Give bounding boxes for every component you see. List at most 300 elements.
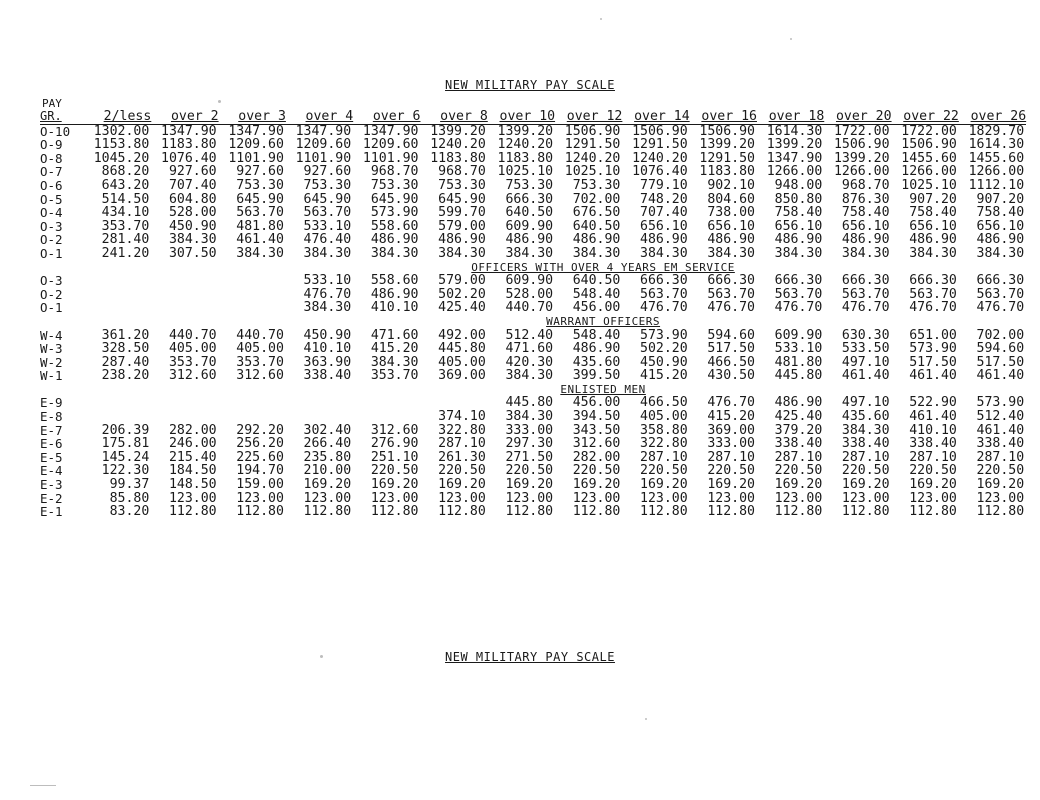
pay-value: 666.30 xyxy=(841,273,890,289)
pay-value: 486.90 xyxy=(572,341,621,357)
pay-value: 405.00 xyxy=(438,354,486,370)
pay-grade-header: GR. xyxy=(40,109,62,123)
pay-value: 145.24 xyxy=(101,449,150,465)
pay-grade: W-2 xyxy=(40,354,63,370)
table-row xyxy=(40,437,1026,451)
pay-value: 1614.30 xyxy=(757,124,824,138)
pay-value: 563.70 xyxy=(640,286,688,302)
pay-grade: E-9 xyxy=(40,395,63,411)
pay-value: 85.80 xyxy=(109,490,150,506)
pay-value xyxy=(219,410,286,424)
column-header: over 26 xyxy=(970,109,1027,124)
pay-value: 440.70 xyxy=(168,327,217,343)
column-header: over 2 xyxy=(170,109,219,124)
pay-value: 476.70 xyxy=(707,300,755,316)
pay-value: 1266.00 xyxy=(968,164,1025,180)
pay-value: 220.50 xyxy=(438,463,486,479)
pay-grade: E-7 xyxy=(40,422,63,438)
column-header: over 16 xyxy=(701,109,757,124)
column-header: over 14 xyxy=(634,109,690,124)
pay-grade: E-2 xyxy=(40,490,63,506)
pay-value: 563.70 xyxy=(909,286,957,302)
table-row xyxy=(40,369,1026,383)
pay-value: 307.50 xyxy=(168,245,217,261)
pay-value: 1455.60 xyxy=(968,150,1025,166)
pay-value: 287.10 xyxy=(976,449,1025,465)
pay-value: 461.40 xyxy=(976,368,1025,384)
pay-value: 907.20 xyxy=(909,191,957,207)
pay-value: 251.10 xyxy=(370,449,419,465)
pay-value: 666.30 xyxy=(707,273,755,289)
pay-value: 522.90 xyxy=(909,395,957,411)
pay-value: 123.00 xyxy=(168,490,217,506)
pay-value: 1101.90 xyxy=(228,150,284,166)
pay-value: 609.90 xyxy=(774,327,823,343)
pay-value: 486.90 xyxy=(976,232,1025,248)
pay-value: 645.90 xyxy=(370,191,419,207)
pay-value: 1506.90 xyxy=(690,124,757,138)
pay-value: 579.00 xyxy=(438,218,486,234)
pay-value xyxy=(151,301,218,315)
pay-value: 1829.70 xyxy=(959,124,1026,138)
pay-grade: O-3 xyxy=(40,218,63,234)
pay-value: 384.30 xyxy=(841,422,890,438)
section-title-cell xyxy=(40,383,1026,397)
pay-value xyxy=(84,396,151,410)
pay-value: 256.20 xyxy=(236,436,284,452)
pay-value: 210.00 xyxy=(303,463,352,479)
pay-value: 594.60 xyxy=(707,327,755,343)
pay-value: 353.70 xyxy=(168,354,217,370)
pay-value: 169.20 xyxy=(707,477,755,493)
pay-value: 430.50 xyxy=(707,368,755,384)
pay-value: 548.40 xyxy=(572,286,621,302)
pay-value: 481.80 xyxy=(774,354,823,370)
scan-speck xyxy=(600,18,602,20)
pay-value: 271.50 xyxy=(505,449,554,465)
page-title: NEW MILITARY PAY SCALE xyxy=(445,78,615,92)
pay-value: 287.40 xyxy=(101,354,150,370)
pay-value: 338.40 xyxy=(976,436,1025,452)
pay-value: 343.50 xyxy=(572,422,621,438)
pay-table xyxy=(40,110,1026,519)
pay-value: 1025.10 xyxy=(564,164,621,180)
pay-value: 573.90 xyxy=(976,395,1025,411)
pay-value xyxy=(219,301,286,315)
pay-grade: O-3 xyxy=(40,273,63,289)
pay-value: 1347.90 xyxy=(151,124,218,138)
pay-value: 287.10 xyxy=(909,449,957,465)
pay-value: 1399.20 xyxy=(766,137,823,153)
pay-value: 753.30 xyxy=(236,177,284,193)
pay-value: 112.80 xyxy=(976,504,1025,520)
pay-value: 415.20 xyxy=(707,409,755,425)
pay-value: 1240.20 xyxy=(430,137,486,153)
table-row xyxy=(40,478,1026,492)
pay-value: 1291.50 xyxy=(632,137,688,153)
pay-value: 1506.90 xyxy=(901,137,957,153)
pay-value: 1209.60 xyxy=(295,137,352,153)
scan-speck xyxy=(30,785,56,786)
pay-value: 579.00 xyxy=(438,273,486,289)
pay-value: 287.10 xyxy=(640,449,688,465)
pay-value: 312.60 xyxy=(370,422,419,438)
pay-value: 907.20 xyxy=(976,191,1025,207)
pay-value: 968.70 xyxy=(841,177,890,193)
pay-value: 384.30 xyxy=(572,245,621,261)
pay-value: 645.90 xyxy=(303,191,352,207)
pay-value: 112.80 xyxy=(774,504,823,520)
pay-value: 1291.50 xyxy=(699,150,755,166)
section-title: OFFICERS WITH OVER 4 YEARS EM SERVICE xyxy=(471,260,735,274)
pay-value: 1025.10 xyxy=(901,177,957,193)
pay-value: 563.70 xyxy=(841,286,890,302)
pay-value: 779.10 xyxy=(640,177,688,193)
table-row xyxy=(40,193,1026,207)
pay-value: 169.20 xyxy=(370,477,419,493)
pay-value: 169.20 xyxy=(909,477,957,493)
pay-value: 1302.00 xyxy=(84,124,151,138)
table-row xyxy=(40,247,1026,261)
pay-value: 405.00 xyxy=(236,341,284,357)
table-row xyxy=(40,492,1026,506)
pay-value: 476.70 xyxy=(909,300,957,316)
pay-value: 758.40 xyxy=(909,205,957,221)
pay-grade: W-1 xyxy=(40,368,63,384)
column-header: 2/less xyxy=(103,109,152,124)
pay-value: 1399.20 xyxy=(488,124,555,138)
pay-value: 563.70 xyxy=(707,286,755,302)
pay-value: 123.00 xyxy=(909,490,957,506)
pay-value xyxy=(286,410,353,424)
pay-value: 461.40 xyxy=(236,232,284,248)
pay-value: 215.40 xyxy=(168,449,217,465)
pay-value xyxy=(286,396,353,410)
pay-grade: O-1 xyxy=(40,300,63,316)
pay-value: 528.00 xyxy=(168,205,217,221)
pay-value: 287.10 xyxy=(438,436,486,452)
section-title-cell xyxy=(40,261,1026,275)
column-header: over 18 xyxy=(768,109,825,124)
pay-value: 384.30 xyxy=(774,245,823,261)
pay-value: 599.70 xyxy=(438,205,486,221)
pay-value: 1183.80 xyxy=(430,150,486,166)
pay-value: 738.00 xyxy=(707,205,755,221)
pay-value: 112.80 xyxy=(168,504,217,520)
pay-value: 220.50 xyxy=(707,463,755,479)
pay-value: 445.80 xyxy=(774,368,823,384)
pay-value: 384.30 xyxy=(168,232,217,248)
pay-value: 486.90 xyxy=(841,232,890,248)
pay-value: 927.60 xyxy=(168,164,217,180)
pay-value: 656.10 xyxy=(774,218,823,234)
table-row xyxy=(40,464,1026,478)
pay-value: 1347.90 xyxy=(766,150,823,166)
section-title: WARRANT OFFICERS xyxy=(546,314,661,328)
pay-value: 420.30 xyxy=(505,354,554,370)
pay-value: 656.10 xyxy=(707,218,755,234)
pay-value: 968.70 xyxy=(438,164,486,180)
pay-value: 1101.90 xyxy=(295,150,352,166)
footer-title: NEW MILITARY PAY SCALE xyxy=(445,650,615,664)
pay-value: 948.00 xyxy=(774,177,823,193)
pay-value: 322.80 xyxy=(438,422,486,438)
pay-value: 640.50 xyxy=(505,205,554,221)
pay-value: 486.90 xyxy=(370,232,419,248)
pay-grade: O-4 xyxy=(40,205,63,221)
pay-value: 476.70 xyxy=(640,300,688,316)
pay-value: 405.00 xyxy=(640,409,688,425)
pay-value: 159.00 xyxy=(236,477,284,493)
pay-value: 415.20 xyxy=(370,341,419,357)
pay-value: 384.30 xyxy=(505,368,554,384)
pay-value: 604.80 xyxy=(168,191,217,207)
pay-value: 394.50 xyxy=(572,409,621,425)
pay-value: 369.00 xyxy=(707,422,755,438)
pay-value: 1266.00 xyxy=(766,164,823,180)
pay-value: 753.30 xyxy=(572,177,621,193)
pay-value: 123.00 xyxy=(640,490,688,506)
pay-value: 338.40 xyxy=(841,436,890,452)
pay-value: 238.20 xyxy=(101,368,150,384)
pay-value: 206.39 xyxy=(101,422,150,438)
pay-value: 123.00 xyxy=(572,490,621,506)
pay-value: 645.90 xyxy=(438,191,486,207)
pay-value: 425.40 xyxy=(438,300,486,316)
pay-value: 281.40 xyxy=(101,232,150,248)
pay-value: 282.00 xyxy=(572,449,621,465)
pay-value: 287.10 xyxy=(841,449,890,465)
pay-value: 440.70 xyxy=(505,300,554,316)
pay-value: 656.10 xyxy=(841,218,890,234)
pay-value: 112.80 xyxy=(303,504,352,520)
pay-value: 338.40 xyxy=(303,368,352,384)
pay-value: 643.20 xyxy=(101,177,150,193)
pay-value: 225.60 xyxy=(236,449,284,465)
pay-grade: O-10 xyxy=(40,124,84,138)
pay-value: 466.50 xyxy=(640,395,688,411)
pay-value: 630.30 xyxy=(841,327,890,343)
pay-value: 471.60 xyxy=(505,341,554,357)
pay-value: 640.50 xyxy=(572,218,621,234)
pay-value: 753.30 xyxy=(438,177,486,193)
pay-value: 384.30 xyxy=(640,245,688,261)
pay-value: 666.30 xyxy=(640,273,688,289)
pay-value: 246.00 xyxy=(168,436,217,452)
pay-value: 384.30 xyxy=(370,354,419,370)
pay-value: 486.90 xyxy=(572,232,621,248)
pay-value: 450.90 xyxy=(640,354,688,370)
pay-value: 169.20 xyxy=(438,477,486,493)
pay-value: 707.40 xyxy=(168,177,217,193)
pay-value: 282.00 xyxy=(168,422,217,438)
pay-value: 302.40 xyxy=(303,422,352,438)
pay-value: 1347.90 xyxy=(219,124,286,138)
pay-value: 533.50 xyxy=(841,341,890,357)
pay-value: 486.90 xyxy=(707,232,755,248)
pay-value: 450.90 xyxy=(168,218,217,234)
pay-value: 384.30 xyxy=(841,245,890,261)
pay-grade: E-5 xyxy=(40,449,63,465)
pay-value: 563.70 xyxy=(976,286,1025,302)
scan-speck xyxy=(790,38,792,40)
pay-value: 384.30 xyxy=(505,245,554,261)
pay-value: 502.20 xyxy=(640,341,688,357)
pay-value: 312.60 xyxy=(168,368,217,384)
pay-value: 353.70 xyxy=(236,354,284,370)
table-row xyxy=(40,165,1026,179)
pay-value: 656.10 xyxy=(640,218,688,234)
pay-value: 312.60 xyxy=(572,436,621,452)
pay-grade: O-7 xyxy=(40,164,63,180)
pay-value: 1209.60 xyxy=(228,137,284,153)
pay-grade: O-1 xyxy=(40,245,63,261)
pay-value: 384.30 xyxy=(438,245,486,261)
pay-value: 517.50 xyxy=(976,354,1025,370)
pay-value: 374.10 xyxy=(438,409,486,425)
column-header: over 12 xyxy=(566,109,623,124)
table-row xyxy=(40,424,1026,438)
pay-value: 405.00 xyxy=(168,341,217,357)
pay-value: 322.80 xyxy=(640,436,688,452)
column-header: over 3 xyxy=(238,109,286,124)
pay-value: 563.70 xyxy=(303,205,352,221)
table-row xyxy=(40,301,1026,315)
pay-value xyxy=(151,396,218,410)
table-row xyxy=(40,410,1026,424)
pay-value: 353.70 xyxy=(370,368,419,384)
pay-value: 868.20 xyxy=(101,164,150,180)
pay-value: 220.50 xyxy=(505,463,554,479)
pay-value: 123.00 xyxy=(236,490,284,506)
pay-value: 1240.20 xyxy=(632,150,688,166)
pay-value: 1112.10 xyxy=(968,177,1025,193)
pay-value: 384.30 xyxy=(303,300,352,316)
pay-value: 220.50 xyxy=(841,463,890,479)
pay-value: 753.30 xyxy=(370,177,419,193)
pay-value: 220.50 xyxy=(370,463,419,479)
pay-value: 338.40 xyxy=(909,436,957,452)
pay-value: 112.80 xyxy=(841,504,890,520)
pay-grade: E-1 xyxy=(40,504,63,520)
pay-value: 112.80 xyxy=(370,504,419,520)
pay-value: 169.20 xyxy=(976,477,1025,493)
pay-grade: E-3 xyxy=(40,477,63,493)
pay-value: 804.60 xyxy=(707,191,755,207)
pay-value: 292.20 xyxy=(236,422,284,438)
pay-grade: O-8 xyxy=(40,150,63,166)
table-row xyxy=(40,288,1026,302)
pay-grade: W-4 xyxy=(40,327,63,343)
pay-value: 415.20 xyxy=(640,368,688,384)
pay-value: 440.70 xyxy=(236,327,284,343)
table-row xyxy=(40,451,1026,465)
pay-value: 112.80 xyxy=(909,504,957,520)
pay-value xyxy=(219,396,286,410)
pay-value: 328.50 xyxy=(101,341,150,357)
pay-value: 486.90 xyxy=(640,232,688,248)
pay-value: 276.90 xyxy=(370,436,419,452)
section-header-row xyxy=(40,315,1026,329)
pay-value: 1455.60 xyxy=(901,150,957,166)
pay-value: 399.50 xyxy=(572,368,621,384)
pay-value xyxy=(84,288,151,302)
pay-value: 758.40 xyxy=(841,205,890,221)
pay-value: 123.00 xyxy=(505,490,554,506)
pay-value xyxy=(219,274,286,288)
pay-value: 445.80 xyxy=(505,395,554,411)
pay-value: 640.50 xyxy=(572,273,621,289)
pay-value: 1399.20 xyxy=(420,124,487,138)
pay-value: 220.50 xyxy=(976,463,1025,479)
pay-value: 112.80 xyxy=(505,504,554,520)
pay-value: 363.90 xyxy=(303,354,352,370)
pay-value: 410.10 xyxy=(303,341,352,357)
pay-value: 707.40 xyxy=(640,205,688,221)
pay-value: 533.10 xyxy=(774,341,823,357)
pay-value: 1183.80 xyxy=(497,150,554,166)
pay-value: 476.70 xyxy=(303,286,352,302)
pay-value: 1045.20 xyxy=(93,150,150,166)
pay-value: 968.70 xyxy=(370,164,419,180)
pay-value: 83.20 xyxy=(109,504,150,520)
pay-value: 169.20 xyxy=(841,477,890,493)
pay-value: 656.10 xyxy=(909,218,957,234)
pay-grade: E-4 xyxy=(40,463,63,479)
pay-value xyxy=(151,288,218,302)
pay-value: 758.40 xyxy=(976,205,1025,221)
pay-value: 1722.00 xyxy=(824,124,891,138)
pay-value: 461.40 xyxy=(841,368,890,384)
pay-grade: O-6 xyxy=(40,177,63,193)
pay-value: 123.00 xyxy=(370,490,419,506)
pay-value: 1240.20 xyxy=(497,137,554,153)
pay-value: 1025.10 xyxy=(497,164,554,180)
pay-value: 476.70 xyxy=(774,300,823,316)
pay-value: 384.30 xyxy=(976,245,1025,261)
pay-value xyxy=(84,274,151,288)
pay-value: 220.50 xyxy=(774,463,823,479)
pay-value: 287.10 xyxy=(774,449,823,465)
section-title-cell xyxy=(40,315,1026,329)
pay-value: 528.00 xyxy=(505,286,554,302)
pay-value: 456.00 xyxy=(572,300,621,316)
pay-value: 1399.20 xyxy=(833,150,890,166)
pay-value: 353.70 xyxy=(101,218,150,234)
pay-value: 461.40 xyxy=(909,368,957,384)
scan-speck xyxy=(320,655,323,658)
pay-value: 486.90 xyxy=(505,232,554,248)
pay-value: 666.30 xyxy=(505,191,554,207)
pay-value: 563.70 xyxy=(236,205,284,221)
pay-value: 241.20 xyxy=(101,245,150,261)
pay-value: 297.30 xyxy=(505,436,554,452)
pay-value: 1209.60 xyxy=(362,137,419,153)
pay-value: 927.60 xyxy=(303,164,352,180)
pay-value: 169.20 xyxy=(774,477,823,493)
table-body xyxy=(40,124,1026,519)
table-row xyxy=(40,342,1026,356)
table-row xyxy=(40,220,1026,234)
pay-value: 1240.20 xyxy=(564,150,621,166)
section-header-row xyxy=(40,383,1026,397)
pay-value: 384.30 xyxy=(370,245,419,261)
pay-value: 184.50 xyxy=(168,463,217,479)
pay-value: 573.90 xyxy=(909,341,957,357)
pay-value: 1506.90 xyxy=(555,124,622,138)
pay-value: 502.20 xyxy=(438,286,486,302)
pay-grade: E-6 xyxy=(40,436,63,452)
